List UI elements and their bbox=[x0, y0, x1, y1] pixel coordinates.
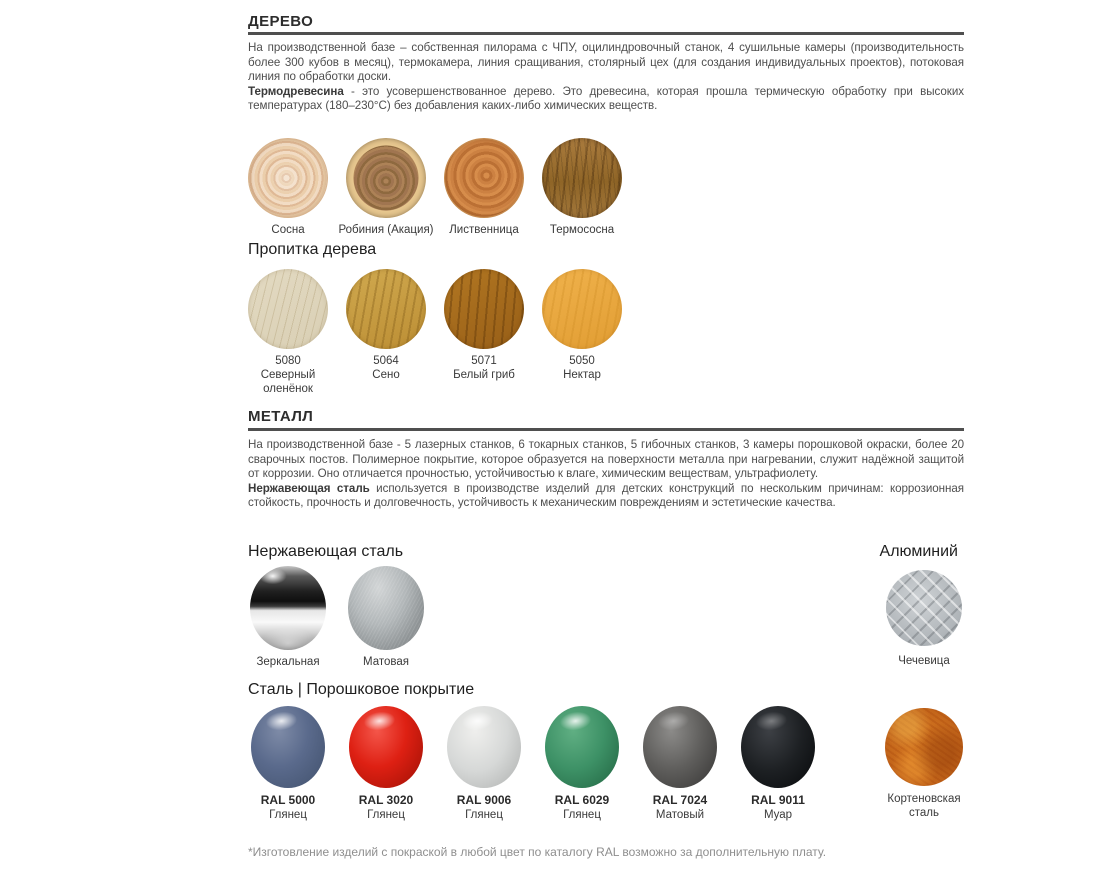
ral-code: RAL 3020 bbox=[358, 793, 414, 807]
impregnation-code: 5064 bbox=[373, 355, 399, 367]
powder-coating-title: Сталь | Порошковое покрытие bbox=[248, 681, 475, 698]
impregnation-name: Белый гриб bbox=[453, 369, 515, 381]
swatch-ral3020 bbox=[346, 706, 426, 822]
swatch-lentil-aluminum bbox=[884, 570, 964, 668]
powder-colors-row bbox=[248, 706, 818, 822]
impregnation-code: 5050 bbox=[569, 355, 595, 367]
ral-finish: Матовый bbox=[655, 809, 705, 821]
stainless-steel-title: Нержавеющая сталь bbox=[248, 543, 404, 560]
swatch-5064 bbox=[346, 269, 426, 396]
swatch-mirror-steel bbox=[248, 566, 328, 669]
swatch-label: Чечевица bbox=[898, 655, 950, 667]
swatch-label: Термососна bbox=[549, 224, 615, 236]
wood-section-title: ДЕРЕВО bbox=[248, 13, 314, 30]
aluminum-title: Алюминий bbox=[879, 543, 958, 560]
ral3020-sample-image bbox=[349, 706, 423, 788]
swatch-larch bbox=[444, 138, 524, 237]
swatch-label: Зеркальная bbox=[256, 656, 320, 668]
ral-footnote: *Изготовление изделий с покраской в любой цвет по каталогу RAL возможно за дополнительную плату. bbox=[248, 845, 827, 859]
swatch-label bbox=[859, 792, 989, 820]
wood-paragraph-text: На производственной базе – собственная пилорама с ЧПУ, оцилиндровочный станок, 4 сушильные камеры (производительность более 300 кубов в месяц), термокамера, линия сращивания, столярный цех (для создания индивидуальных проектов), потоковая линия по обработки доски. bbox=[248, 41, 964, 84]
wood-types-row bbox=[248, 138, 622, 237]
diamond-plate-aluminum-sample-image bbox=[886, 570, 962, 646]
matte-steel-sample-image bbox=[348, 566, 424, 650]
swatch-ral9011 bbox=[738, 706, 818, 822]
swatch-5071 bbox=[444, 269, 524, 396]
swatch-5080 bbox=[248, 269, 328, 396]
corten-item bbox=[884, 708, 964, 820]
impregnation-title: Пропитка дерева bbox=[248, 241, 377, 258]
corten-name: Кортеновская сталь bbox=[887, 793, 961, 819]
ral-code: RAL 7024 bbox=[652, 793, 708, 807]
swatch-ral6029 bbox=[542, 706, 622, 822]
swatch-label: Робиния (Акация) bbox=[338, 224, 434, 236]
swatch-matte-steel bbox=[346, 566, 426, 669]
impregnation-5050-sample-image bbox=[542, 269, 622, 349]
swatch-thermopine bbox=[542, 138, 622, 237]
wood-section-divider bbox=[248, 32, 964, 35]
wood-paragraph bbox=[248, 41, 964, 114]
swatch-label: Матовая bbox=[363, 656, 409, 668]
swatch-ral7024 bbox=[640, 706, 720, 822]
swatch-corten bbox=[884, 708, 964, 820]
stainless-row bbox=[248, 566, 426, 669]
swatch-label bbox=[713, 793, 843, 822]
metal-section-divider bbox=[248, 428, 964, 431]
stainless-description: используется в производстве изделий для детских конструкций по нескольким причинам: коррозионная стойкость, прочность и долговечность, устойчивость к механическим повреждениям и эстетические качества. bbox=[248, 481, 964, 510]
swatch-pine bbox=[248, 138, 328, 237]
mirror-steel-sample-image bbox=[250, 566, 326, 650]
swatch-label: Сосна bbox=[271, 224, 305, 236]
ral-code: RAL 5000 bbox=[260, 793, 316, 807]
ral-finish: Глянец bbox=[563, 809, 601, 821]
corten-steel-sample-image bbox=[885, 708, 963, 786]
aluminum-item bbox=[884, 570, 964, 668]
impregnation-code: 5071 bbox=[471, 355, 497, 367]
impregnation-5071-sample-image bbox=[444, 269, 524, 349]
impregnation-row bbox=[248, 269, 622, 396]
impregnation-5064-sample-image bbox=[346, 269, 426, 349]
thermowood-term: Термодревесина bbox=[248, 84, 344, 98]
ral-finish: Глянец bbox=[465, 809, 503, 821]
ral6029-sample-image bbox=[545, 706, 619, 788]
robinia-wood-sample-image bbox=[346, 138, 426, 218]
swatch-robinia bbox=[338, 138, 434, 237]
metal-paragraph bbox=[248, 438, 964, 511]
ral5000-sample-image bbox=[251, 706, 325, 788]
swatch-ral5000 bbox=[248, 706, 328, 822]
ral-code: RAL 6029 bbox=[554, 793, 610, 807]
ral-finish: Глянец bbox=[367, 809, 405, 821]
swatch-ral9006 bbox=[444, 706, 524, 822]
ral-finish: Муар bbox=[763, 809, 793, 821]
swatch-5050 bbox=[542, 269, 622, 396]
ral-code: RAL 9011 bbox=[751, 793, 805, 807]
impregnation-5080-sample-image bbox=[248, 269, 328, 349]
ral9006-sample-image bbox=[447, 706, 521, 788]
stainless-term: Нержавеющая сталь bbox=[248, 481, 370, 495]
metal-paragraph-text: На производственной базе - 5 лазерных станков, 6 токарных станков, 5 гибочных станков, 3 камеры порошковой окраски, более 20 сварочных постов. Полимерное покрытие, которое образуется на поверхности металла при нагревании, служит надёжной защитой от коррозии. Оно отличается прочностью, устойчивостью к влаге, химическим веществам, ультрафиолету. bbox=[248, 438, 964, 481]
metal-section-title: МЕТАЛЛ bbox=[248, 408, 314, 425]
ral7024-sample-image bbox=[643, 706, 717, 788]
impregnation-name: Сено bbox=[372, 369, 400, 381]
ral-code: RAL 9006 bbox=[456, 793, 512, 807]
impregnation-name: Нектар bbox=[563, 369, 601, 381]
page-content bbox=[248, 0, 964, 879]
swatch-label bbox=[517, 354, 647, 382]
larch-wood-sample-image bbox=[444, 138, 524, 218]
ral-finish: Глянец bbox=[269, 809, 307, 821]
pine-wood-sample-image bbox=[248, 138, 328, 218]
thermopine-wood-sample-image bbox=[542, 138, 622, 218]
impregnation-name: Северный оленёнок bbox=[260, 369, 316, 395]
thermowood-description: - это усовершенствованное дерево. Это древесина, которая прошла термическую обработку при высоких температурах (180–230°C) без добавления каких-либо химических веществ. bbox=[248, 84, 964, 113]
impregnation-code: 5080 bbox=[275, 355, 301, 367]
swatch-label: Лиственница bbox=[449, 224, 519, 236]
ral9011-sample-image bbox=[741, 706, 815, 788]
